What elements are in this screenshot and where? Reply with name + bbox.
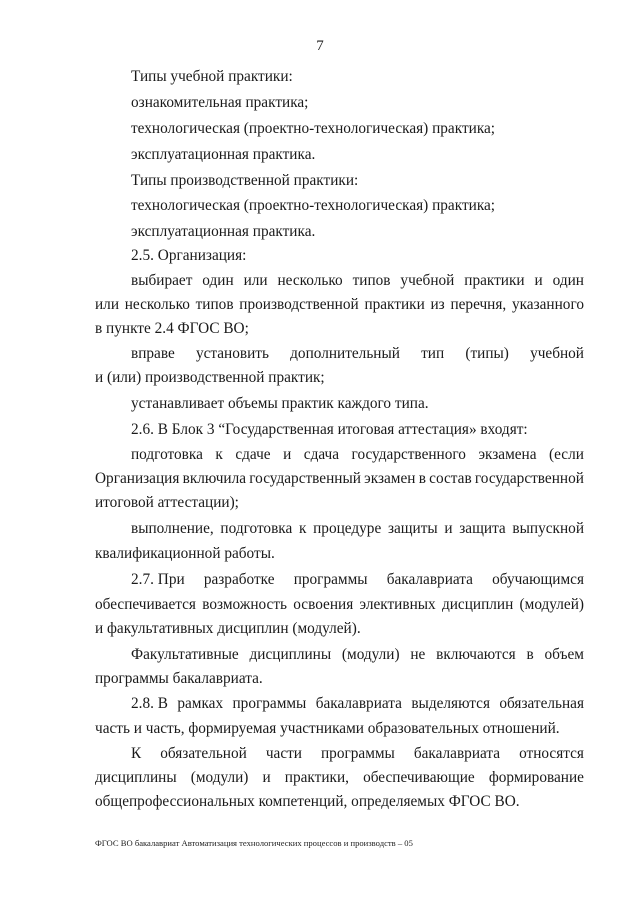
word: программы [321,745,395,762]
word: обязательной [160,745,247,762]
word: и [534,272,543,289]
word: вправе [131,345,175,362]
word: бакалавриата [315,695,402,712]
word: программы [232,695,307,712]
text-line: технологическая (проектно-технологическая) практика; [131,120,496,137]
word: дополнительный [290,345,400,362]
word: в [418,470,426,487]
word: 2.7. При [131,571,185,588]
justified-line [131,520,584,538]
word: практики [364,296,425,313]
word: бакалавриата [413,745,501,762]
word: учебной [530,345,584,362]
word: дисциплины [249,646,332,663]
word: из [430,296,445,313]
word: освоения [293,596,354,613]
word: (типы) [465,345,509,362]
word: программы [293,571,368,588]
word: обучающимся [492,571,584,588]
word: к [298,520,307,537]
word: разработке [203,571,275,588]
text-line: и (или) производственной практик; [95,369,325,386]
text-line: квалификационной работы. [95,545,275,562]
text-line: ознакомительная практика; [131,94,309,111]
footer-text: ФГОС ВО бакалавриат Автоматизация технологических процессов и производств – 05 [95,838,413,848]
word: подготовка [220,520,293,537]
word: бакалавриата [386,571,473,588]
justified-line [131,571,584,589]
word: государственной [474,470,584,487]
word: практики [464,272,525,289]
word: обеспечивается [95,596,196,613]
word: типов [352,272,391,289]
word: установить [195,345,269,362]
justified-line [131,745,584,763]
text-line: часть и часть, формируемая участниками образовательных отношений. [95,720,560,737]
justified-line [95,596,584,614]
word: (модулей) [519,596,584,613]
word: дисциплин [441,596,514,613]
word: обязательная [499,695,584,712]
word: или [243,272,268,289]
word: процедуре [313,520,382,537]
word: объем [544,646,584,663]
word: в [526,646,534,663]
word: и [444,520,453,537]
word: включила [182,470,247,487]
word: типов [195,296,234,313]
text-line: 2.5. Организация: [131,247,247,264]
word: защиты [387,520,438,537]
word: части [265,745,302,762]
word: Факультативные [131,646,239,663]
justified-line [95,296,584,314]
text-line: технологическая (проектно-технологическая) практика; [131,197,496,214]
word: государственного [351,446,466,463]
word: 2.8. В [131,695,168,712]
word: К [131,745,142,762]
word: (модули) [190,769,249,786]
page-number: 7 [316,38,324,54]
word: выполнение, [131,520,214,537]
word: перечня, [450,296,507,313]
word: защита [459,520,506,537]
text-line: итоговой аттестации); [95,494,239,511]
text-line: эксплуатационная практика. [131,146,316,163]
text-line: программы бакалавриата. [95,670,263,687]
text-line: устанавливает объемы практик каждого типа. [131,395,429,412]
word: несколько [277,272,343,289]
text-line: Типы учебной практики: [131,68,293,85]
word: не [410,646,426,663]
text-line: Типы производственной практики: [131,172,359,189]
word: один [552,272,584,289]
word: подготовка [131,446,203,463]
word: сдача [303,446,340,463]
justified-line [131,272,584,290]
text-line: общепрофессиональных компетенций, определяемых ФГОС ВО. [95,793,520,810]
word: тип [421,345,445,362]
word: (модули) [341,646,400,663]
justified-line [95,470,584,488]
word: возможность [202,596,288,613]
word: формирование [488,769,584,786]
text-line: в пункте 2.4 ФГОС ВО; [95,320,249,337]
justified-line [131,446,584,464]
word: или [95,296,120,313]
word: состав [429,470,472,487]
word: рамках [177,695,224,712]
word: (если [549,446,584,463]
word: Организация [95,470,180,487]
word: дисциплины [95,769,177,786]
text-line: и факультативных дисциплин (модулей). [95,620,361,637]
word: выбирает [131,272,193,289]
justified-line [95,769,584,787]
word: указанного [511,296,584,313]
word: учебной [400,272,455,289]
justified-line [131,345,584,363]
text-line: эксплуатационная практика. [131,223,316,240]
word: к [215,446,223,463]
word: несколько [124,296,190,313]
justified-line [131,646,584,664]
word: сдаче [235,446,271,463]
word: производственной [239,296,359,313]
word: включаются [436,646,516,663]
word: государственный [249,470,361,487]
word: обеспечивающие [363,769,475,786]
word: экзамен [364,470,416,487]
justified-line [131,695,584,713]
word: экзамена [478,446,537,463]
word: практики, [284,769,349,786]
word: выпускной [512,520,584,537]
word: элективных [359,596,436,613]
word: и [262,769,271,786]
word: и [283,446,292,463]
text-line: 2.6. В Блок 3 “Государственная итоговая аттестация» входят: [131,421,528,438]
word: один [202,272,234,289]
word: относятся [519,745,584,762]
word: выделяются [411,695,490,712]
